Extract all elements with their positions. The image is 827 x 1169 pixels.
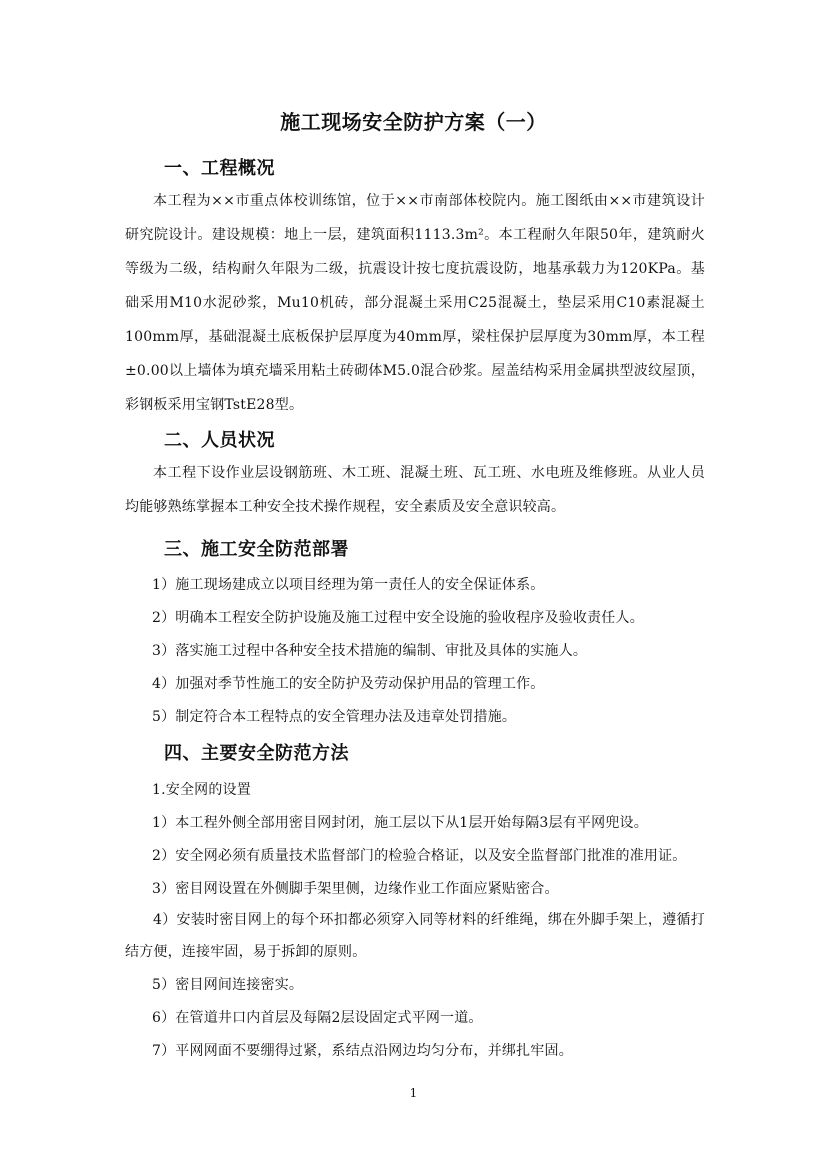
methods-item: 7）平网网面不要绷得过紧，系结点沿网边均匀分布，并绑扎牢固。	[152, 1043, 573, 1059]
section-heading-deployment: 三、施工安全防范部署	[164, 539, 349, 560]
deployment-item: 4）加强对季节性施工的安全防护及劳动保护用品的管理工作。	[152, 676, 545, 692]
methods-item: 5）密目网间连接密实。	[152, 977, 304, 993]
methods-subheading: 1.安全网的设置	[152, 782, 251, 798]
deployment-item: 3）落实施工过程中各种安全技术措施的编制、审批及具体的实施人。	[152, 643, 588, 659]
document-title: 施工现场安全防护方案（一）	[280, 110, 547, 134]
methods-item: 3）密目网设置在外侧脚手架里侧，边缘作业工作面应紧贴密合。	[152, 881, 559, 897]
overview-paragraph: 本工程为××市重点体校训练馆，位于××市南部体校院内。施工图纸由××市建筑设计研究院设计。建设规模：地上一层，建筑面积1113.3m²。本工程耐久年限50年，建筑耐火等级为二级，结构耐久年限为二级，抗震设计按七度抗震设防，地基承载力为120KPa。基础采用M10水泥砂浆，Mu10机砖，部分混凝土采用C25混凝土，垫层采用C10素混凝土100mm厚，基础混凝土底板保护层厚度为40mm厚，梁柱保护层厚度为30mm厚，本工程±0.00以上墙体为填充墙采用粘土砖砌体M5.0混合砂浆。屋盖结构采用金属拱型波纹屋顶，彩钢板采用宝钢TstE28型。	[125, 193, 705, 413]
deployment-item: 1）施工现场建成立以项目经理为第一责任人的安全保证体系。	[152, 577, 545, 593]
section-heading-personnel: 二、人员状况	[164, 430, 275, 451]
methods-item: 6）在管道井口内首层及每隔2层设固定式平网一道。	[152, 1010, 483, 1026]
section-heading-methods: 四、主要安全防范方法	[164, 743, 349, 764]
section-heading-overview: 一、工程概况	[164, 158, 275, 179]
deployment-item: 5）制定符合本工程特点的安全管理办法及违章处罚措施。	[152, 709, 517, 725]
methods-item: 4）安装时密目网上的每个环扣都必须穿入同等材料的纤维绳，绑在外脚手架上，遵循打结方便，连接牢固，易于拆卸的原则。	[125, 912, 705, 960]
methods-item: 1）本工程外侧全部用密目网封闭，施工层以下从1层开始每隔3层有平网兜设。	[152, 815, 648, 831]
methods-item: 2）安全网必须有质量技术监督部门的检验合格证，以及安全监督部门批准的准用证。	[152, 848, 687, 864]
personnel-paragraph: 本工程下设作业层设钢筋班、木工班、混凝土班、瓦工班、水电班及维修班。从业人员均能够熟练掌握本工种安全技术操作规程，安全素质及安全意识较高。	[125, 465, 705, 515]
deployment-item: 2）明确本工程安全防护设施及施工过程中安全设施的验收程序及验收责任人。	[152, 610, 644, 626]
page-number: 1	[409, 1086, 418, 1100]
